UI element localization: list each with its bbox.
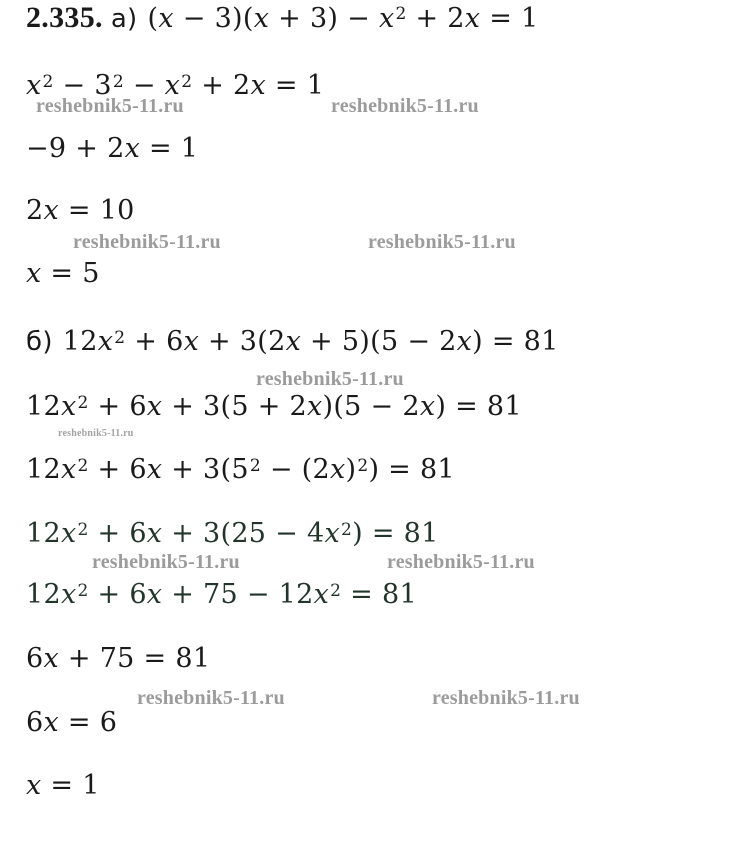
watermark: reshebnik5-11.ru [432, 687, 580, 709]
equation-b-6: 6x + 75 = 81 [26, 643, 211, 674]
equation-b-2: $12x^2 + 6x + 3(5 + 2x)(5 - 2x) = 81$ [26, 391, 522, 422]
watermark-small: reshebnik5-11.ru [58, 428, 134, 439]
part-b-label: б) [26, 327, 53, 357]
watermark: reshebnik5-11.ru [331, 95, 479, 117]
equation-a-5: x = 5 [26, 258, 100, 289]
watermark: reshebnik5-11.ru [73, 231, 221, 253]
watermark: reshebnik5-11.ru [256, 368, 404, 390]
watermark: reshebnik5-11.ru [387, 551, 535, 573]
equation-b-1: $12x^2 + 6x + 3(2x + 5)(5 - 2x) = 81$ [62, 326, 559, 357]
equation-a-3: −9 + 2x = 1 [26, 133, 199, 164]
equation-a-1: $(x - 3)(x + 3) - x^2 + 2x = 1$ [147, 3, 539, 34]
part-a-label: а) [110, 4, 138, 34]
equation-b-5: $12x^2 + 6x + 75 - 12x^2 = 81$ [26, 579, 417, 610]
watermark: reshebnik5-11.ru [137, 687, 285, 709]
watermark: reshebnik5-11.ru [92, 551, 240, 573]
problem-number: 2.335. [26, 1, 103, 34]
equation-b-4: $12x^2 + 6x + 3(25 - 4x^2) = 81$ [26, 518, 439, 549]
watermark: reshebnik5-11.ru [36, 95, 184, 117]
problem-header-line [26, 2, 538, 35]
equation-b-3: $12x^2 + 6x + 3(5^2 - (2x)^2) = 81$ [26, 454, 455, 485]
equation-b-7: 6x = 6 [26, 707, 118, 738]
equation-a-2: $x^2 - 3^2 - x^2 + 2x = 1$ [26, 70, 325, 101]
watermark: reshebnik5-11.ru [368, 231, 516, 253]
equation-a-4: 2x = 10 [26, 195, 135, 226]
part-b-header-line [26, 326, 559, 358]
equation-b-8: x = 1 [26, 770, 100, 801]
